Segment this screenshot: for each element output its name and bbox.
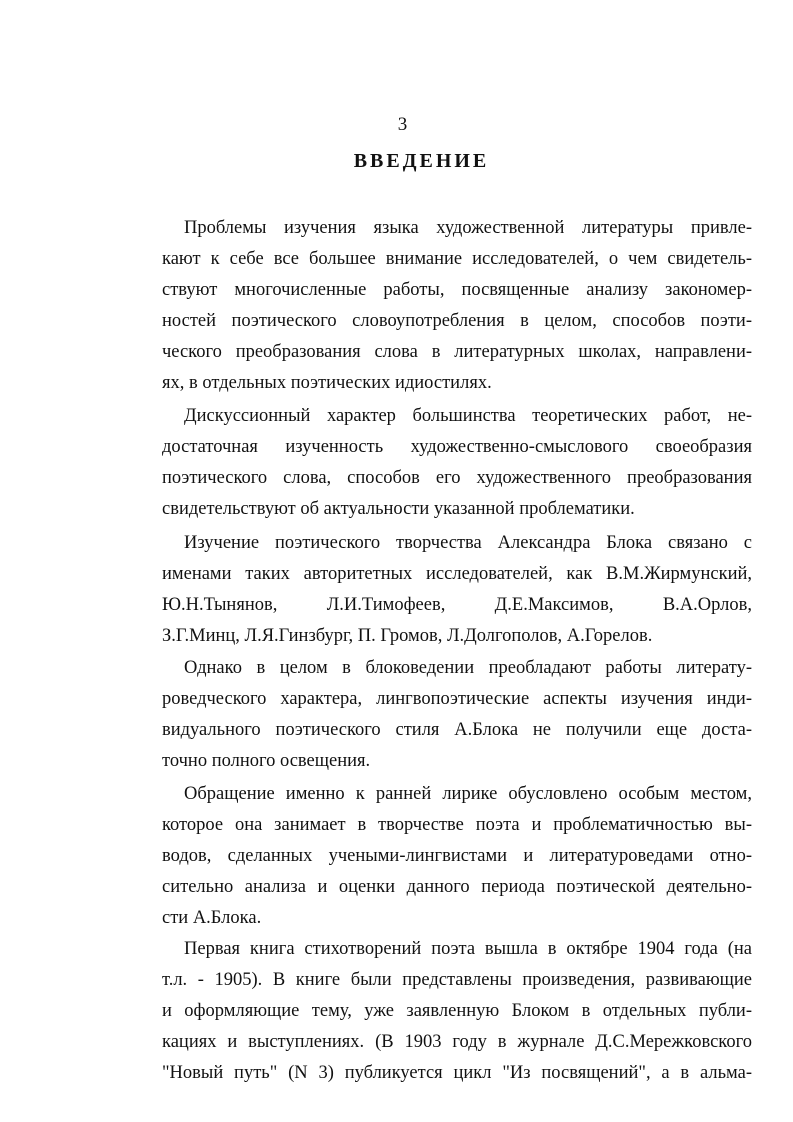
text-line: Ю.Н.Тынянов, Л.И.Тимофеев, Д.Е.Максимов, В.А.Орлов, — [162, 595, 752, 615]
text-line: ях, в отдельных поэтических идиостилях. — [162, 373, 492, 393]
section-heading: ВВЕДЕНИЕ — [353, 150, 490, 172]
text-line: кают к себе все большее внимание исследователей, о чем свидетель- — [162, 249, 752, 269]
paragraph-6 — [162, 934, 752, 1089]
text-line: т.л. - 1905). В книге были представлены произведения, развивающие — [162, 970, 752, 990]
page-number: 3 — [397, 114, 408, 135]
text-line: З.Г.Минц, Л.Я.Гинзбург, П. Громов, Л.Долгополов, А.Горелов. — [162, 626, 653, 646]
text-line: Дискуссионный характер большинства теоретических работ, не- — [184, 406, 752, 426]
text-line: ствуют многочисленные работы, посвященные анализу закономер- — [162, 280, 752, 300]
text-line: точно полного освещения. — [162, 751, 371, 771]
text-line: роведческого характера, лингвопоэтические аспекты изучения инди- — [162, 689, 752, 709]
text-line: свидетельствуют об актуальности указанной проблематики. — [162, 499, 635, 519]
text-line: видуального поэтического стиля А.Блока не получили еще доста- — [162, 720, 752, 740]
paragraph-2 — [162, 401, 752, 525]
paragraph-5 — [162, 779, 752, 934]
paragraph-4 — [162, 653, 752, 777]
text-line: ческого преобразования слова в литературных школах, направлени- — [162, 342, 752, 362]
text-line: и оформляющие тему, уже заявленную Блоком в отдельных публи- — [162, 1001, 752, 1021]
text-line: Изучение поэтического творчества Александра Блока связано с — [184, 533, 752, 553]
text-line: которое она занимает в творчестве поэта и проблематичностью вы- — [162, 815, 752, 835]
text-line: именами таких авторитетных исследователей, как В.М.Жирмунский, — [162, 564, 752, 584]
text-line: сти А.Блока. — [162, 908, 262, 928]
text-line: Проблемы изучения языка художественной литературы привле- — [184, 218, 752, 238]
text-line: кациях и выступлениях. (В 1903 году в журнале Д.С.Мережковского — [162, 1032, 752, 1052]
text-line: Обращение именно к ранней лирике обусловлено особым местом, — [184, 784, 752, 804]
paragraph-3 — [162, 528, 752, 652]
text-line: "Новый путь" (N 3) публикуется цикл "Из посвящений", а в альма- — [162, 1063, 752, 1083]
text-line: поэтического слова, способов его художественного преобразования — [162, 468, 752, 488]
text-line: сительно анализа и оценки данного периода поэтической деятельно- — [162, 877, 752, 897]
text-line: достаточная изученность художественно-смыслового своеобразия — [162, 437, 752, 457]
paragraph-1 — [162, 213, 752, 399]
text-line: водов, сделанных учеными-лингвистами и литературоведами отно- — [162, 846, 752, 866]
text-line: Первая книга стихотворений поэта вышла в октябре 1904 года (на — [184, 939, 752, 959]
text-line: Однако в целом в блоковедении преобладают работы литерату- — [184, 658, 752, 678]
text-line: ностей поэтического словоупотребления в целом, способов поэти- — [162, 311, 752, 331]
